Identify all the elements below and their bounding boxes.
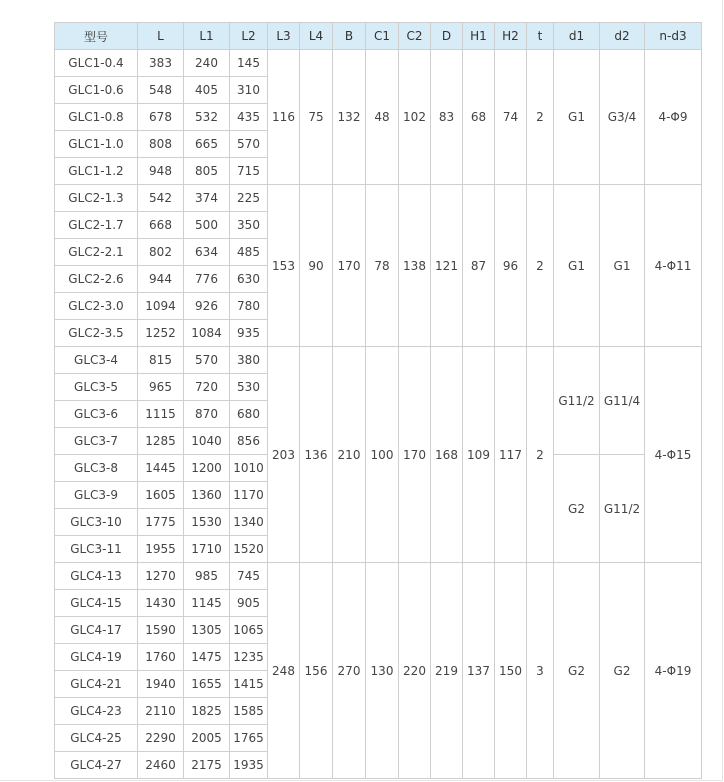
cell-B: 270 (333, 563, 366, 779)
cell-L3: 248 (268, 563, 300, 779)
cell-d2: G3/4 (600, 50, 645, 185)
header-row (55, 23, 702, 50)
cell-L1: 1084 (184, 320, 230, 347)
column-header: C1 (366, 23, 399, 50)
column-header: L1 (184, 23, 230, 50)
cell-L1: 532 (184, 104, 230, 131)
cell-L: 2460 (138, 752, 184, 779)
cell-B: 210 (333, 347, 366, 563)
cell-L: 548 (138, 77, 184, 104)
cell-L2: 715 (230, 158, 268, 185)
cell-L2: 435 (230, 104, 268, 131)
cell-L2: 1235 (230, 644, 268, 671)
cell-L1: 776 (184, 266, 230, 293)
cell-d1: G1 (554, 185, 600, 347)
cell-L2: 530 (230, 374, 268, 401)
model-cell: GLC1-0.6 (55, 77, 138, 104)
cell-t: 2 (527, 347, 554, 563)
cell-L1: 1825 (184, 698, 230, 725)
cell-L2: 856 (230, 428, 268, 455)
column-header: d1 (554, 23, 600, 50)
cell-C1: 100 (366, 347, 399, 563)
cell-D: 168 (431, 347, 463, 563)
cell-H1: 87 (463, 185, 495, 347)
column-header: H1 (463, 23, 495, 50)
model-cell: GLC2-3.0 (55, 293, 138, 320)
model-cell: GLC1-0.8 (55, 104, 138, 131)
column-header: B (333, 23, 366, 50)
table-body (55, 50, 702, 779)
column-header: t (527, 23, 554, 50)
cell-L1: 405 (184, 77, 230, 104)
cell-d1: G2 (554, 455, 600, 563)
cell-L: 808 (138, 131, 184, 158)
model-cell: GLC4-13 (55, 563, 138, 590)
cell-L: 1940 (138, 671, 184, 698)
cell-L1: 1710 (184, 536, 230, 563)
cell-C1: 78 (366, 185, 399, 347)
column-header: L2 (230, 23, 268, 50)
cell-L2: 485 (230, 239, 268, 266)
cell-L2: 380 (230, 347, 268, 374)
cell-H2: 74 (495, 50, 527, 185)
cell-H2: 96 (495, 185, 527, 347)
model-cell: GLC2-2.1 (55, 239, 138, 266)
cell-L2: 780 (230, 293, 268, 320)
cell-B: 170 (333, 185, 366, 347)
cell-L: 948 (138, 158, 184, 185)
model-cell: GLC4-17 (55, 617, 138, 644)
cell-L: 2110 (138, 698, 184, 725)
cell-L1: 374 (184, 185, 230, 212)
cell-C1: 48 (366, 50, 399, 185)
cell-L4: 136 (300, 347, 333, 563)
cell-L1: 870 (184, 401, 230, 428)
cell-D: 219 (431, 563, 463, 779)
cell-d2: G11/4 (600, 347, 645, 455)
cell-L: 1270 (138, 563, 184, 590)
cell-L: 802 (138, 239, 184, 266)
cell-L2: 145 (230, 50, 268, 77)
cell-L1: 1200 (184, 455, 230, 482)
cell-t: 2 (527, 50, 554, 185)
cell-L: 1430 (138, 590, 184, 617)
cell-L2: 1340 (230, 509, 268, 536)
cell-L1: 1040 (184, 428, 230, 455)
cell-L3: 116 (268, 50, 300, 185)
cell-L2: 1520 (230, 536, 268, 563)
cell-L: 1252 (138, 320, 184, 347)
cell-L1: 634 (184, 239, 230, 266)
cell-L: 1115 (138, 401, 184, 428)
cell-L2: 225 (230, 185, 268, 212)
column-header: L3 (268, 23, 300, 50)
cell-L2: 1765 (230, 725, 268, 752)
model-cell: GLC4-21 (55, 671, 138, 698)
cell-D: 121 (431, 185, 463, 347)
cell-n-d3: 4-Φ11 (645, 185, 702, 347)
cell-L: 1285 (138, 428, 184, 455)
cell-L2: 1415 (230, 671, 268, 698)
cell-L: 383 (138, 50, 184, 77)
cell-L1: 2005 (184, 725, 230, 752)
cell-L2: 935 (230, 320, 268, 347)
model-cell: GLC4-27 (55, 752, 138, 779)
cell-L4: 75 (300, 50, 333, 185)
cell-L2: 310 (230, 77, 268, 104)
cell-d1: G2 (554, 563, 600, 779)
cell-L: 1605 (138, 482, 184, 509)
cell-L2: 1935 (230, 752, 268, 779)
cell-L2: 350 (230, 212, 268, 239)
column-header: L4 (300, 23, 333, 50)
cell-L1: 240 (184, 50, 230, 77)
cell-d2: G2 (600, 563, 645, 779)
table-header (55, 23, 702, 50)
cell-C2: 220 (399, 563, 431, 779)
cell-L2: 1065 (230, 617, 268, 644)
cell-L1: 1655 (184, 671, 230, 698)
column-header: H2 (495, 23, 527, 50)
model-cell: GLC2-2.6 (55, 266, 138, 293)
table-row (55, 185, 702, 212)
cell-L3: 153 (268, 185, 300, 347)
cell-H1: 109 (463, 347, 495, 563)
cell-H2: 117 (495, 347, 527, 563)
column-header: C2 (399, 23, 431, 50)
cell-L: 965 (138, 374, 184, 401)
cell-t: 3 (527, 563, 554, 779)
cell-L: 1590 (138, 617, 184, 644)
cell-t: 2 (527, 185, 554, 347)
cell-C2: 102 (399, 50, 431, 185)
cell-L1: 1475 (184, 644, 230, 671)
cell-L2: 680 (230, 401, 268, 428)
cell-L2: 1010 (230, 455, 268, 482)
cell-L: 542 (138, 185, 184, 212)
cell-L: 1955 (138, 536, 184, 563)
cell-L3: 203 (268, 347, 300, 563)
table-row (55, 347, 702, 374)
cell-B: 132 (333, 50, 366, 185)
cell-L: 1760 (138, 644, 184, 671)
model-cell: GLC3-5 (55, 374, 138, 401)
column-header: n-d3 (645, 23, 702, 50)
model-cell: GLC3-10 (55, 509, 138, 536)
cell-L1: 2175 (184, 752, 230, 779)
cell-L: 815 (138, 347, 184, 374)
table-row (55, 563, 702, 590)
model-cell: GLC3-7 (55, 428, 138, 455)
cell-L1: 500 (184, 212, 230, 239)
cell-L1: 1360 (184, 482, 230, 509)
cell-C2: 170 (399, 347, 431, 563)
cell-L1: 926 (184, 293, 230, 320)
model-cell: GLC4-25 (55, 725, 138, 752)
cell-L1: 1145 (184, 590, 230, 617)
cell-L: 944 (138, 266, 184, 293)
model-cell: GLC4-19 (55, 644, 138, 671)
cell-L2: 1170 (230, 482, 268, 509)
cell-d1: G1 (554, 50, 600, 185)
model-cell: GLC3-8 (55, 455, 138, 482)
cell-L2: 570 (230, 131, 268, 158)
table-row (55, 50, 702, 77)
cell-D: 83 (431, 50, 463, 185)
column-header: 型号 (55, 23, 138, 50)
cell-d2: G1 (600, 185, 645, 347)
cell-H2: 150 (495, 563, 527, 779)
cell-L1: 1530 (184, 509, 230, 536)
column-header: L (138, 23, 184, 50)
model-cell: GLC3-6 (55, 401, 138, 428)
cell-L2: 1585 (230, 698, 268, 725)
model-cell: GLC2-3.5 (55, 320, 138, 347)
cell-L: 668 (138, 212, 184, 239)
model-cell: GLC3-4 (55, 347, 138, 374)
model-cell: GLC1-0.4 (55, 50, 138, 77)
cell-L: 678 (138, 104, 184, 131)
cell-n-d3: 4-Φ9 (645, 50, 702, 185)
cell-n-d3: 4-Φ19 (645, 563, 702, 779)
cell-L: 1445 (138, 455, 184, 482)
model-cell: GLC2-1.3 (55, 185, 138, 212)
model-cell: GLC4-23 (55, 698, 138, 725)
cell-L: 1094 (138, 293, 184, 320)
cell-C2: 138 (399, 185, 431, 347)
cell-L1: 805 (184, 158, 230, 185)
spec-table (54, 22, 702, 779)
model-cell: GLC3-11 (55, 536, 138, 563)
cell-L2: 630 (230, 266, 268, 293)
model-cell: GLC1-1.0 (55, 131, 138, 158)
model-cell: GLC3-9 (55, 482, 138, 509)
cell-L1: 570 (184, 347, 230, 374)
model-cell: GLC1-1.2 (55, 158, 138, 185)
cell-H1: 137 (463, 563, 495, 779)
cell-d1: G11/2 (554, 347, 600, 455)
column-header: D (431, 23, 463, 50)
cell-L: 2290 (138, 725, 184, 752)
cell-L1: 985 (184, 563, 230, 590)
column-header: d2 (600, 23, 645, 50)
cell-L2: 745 (230, 563, 268, 590)
cell-H1: 68 (463, 50, 495, 185)
cell-L1: 720 (184, 374, 230, 401)
cell-C1: 130 (366, 563, 399, 779)
cell-d2: G11/2 (600, 455, 645, 563)
cell-L2: 905 (230, 590, 268, 617)
cell-n-d3: 4-Φ15 (645, 347, 702, 563)
model-cell: GLC4-15 (55, 590, 138, 617)
cell-L4: 156 (300, 563, 333, 779)
cell-L: 1775 (138, 509, 184, 536)
cell-L4: 90 (300, 185, 333, 347)
model-cell: GLC2-1.7 (55, 212, 138, 239)
cell-L1: 1305 (184, 617, 230, 644)
cell-L1: 665 (184, 131, 230, 158)
